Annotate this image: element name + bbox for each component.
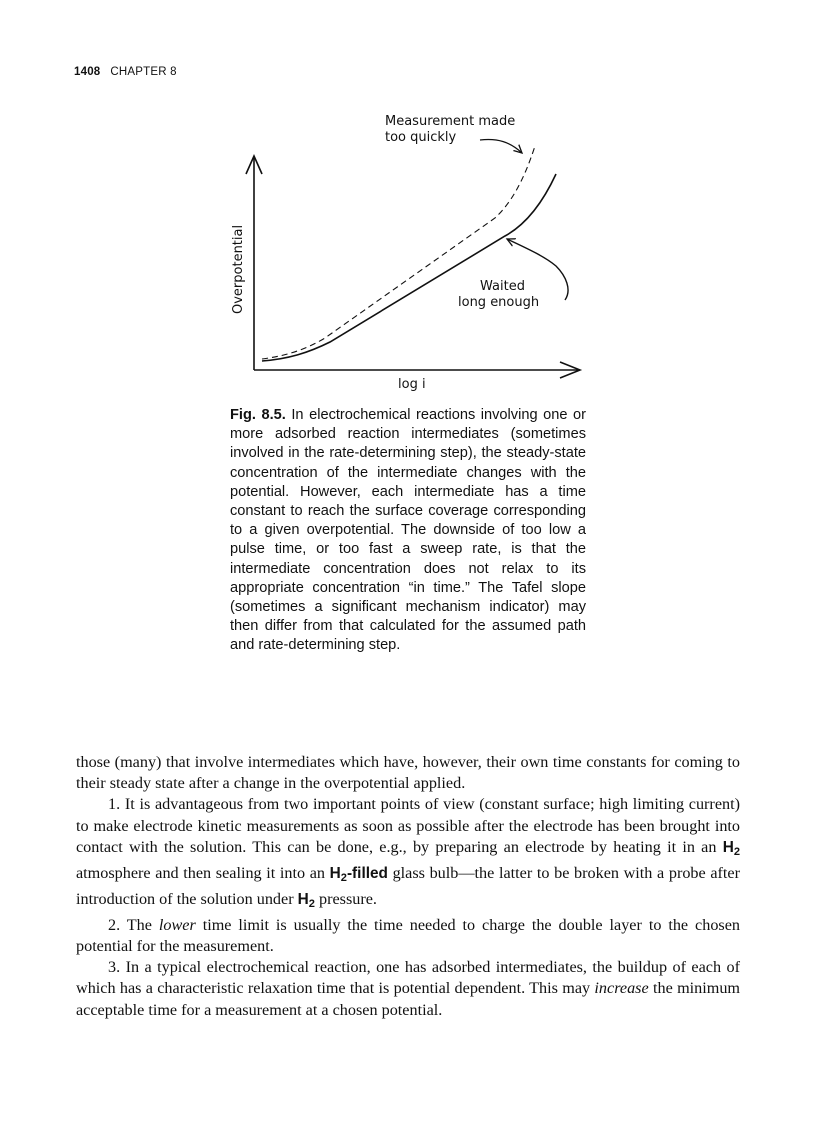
y-axis-label: Overpotential <box>231 224 246 314</box>
item1-text-e: pressure. <box>318 889 377 908</box>
item1-text-a: 1. It is advantageous from two important points of view (constant surface; high limiting current) to make electrode kinetic measurements as soon as possible after the electrode has been brought into contact with the solution. This can be done, e.g., by preparing an electrode by heating it in an <box>76 795 740 856</box>
annotation-waited-line2: long enough <box>458 295 540 310</box>
chem-h2-2: $H_2$-filled <box>329 864 388 884</box>
page-number: 1408 <box>74 66 101 78</box>
annotation-quick-line2: too quickly <box>385 130 457 145</box>
paragraph-intro: those (many) that involve intermediates which have, however, their own time constants for coming to their steady state after a change in the overpotential applied. <box>76 753 740 793</box>
tafel-plot-svg <box>210 100 610 400</box>
figure-tafel-plot <box>210 100 610 400</box>
paragraph-item-1 <box>76 794 740 914</box>
item1-text-b: atmosphere and then sealing it into an <box>76 863 326 882</box>
page-header <box>74 66 177 78</box>
emphasis-lower: lower <box>158 915 196 934</box>
annotation-quick-line1: Measurement made <box>385 114 516 129</box>
arrow-too-quick <box>480 140 522 153</box>
body-text <box>76 752 740 1021</box>
x-axis-label: log i <box>398 377 426 392</box>
chem-h2-3: $H_2$ <box>297 890 315 910</box>
emphasis-increase: increase <box>594 979 649 998</box>
paragraph-item-2: 2. The lower time limit is usually the time needed to charge the double layer to the chosen potential for the measurement. <box>76 915 741 955</box>
annotation-waited-line1: Waited <box>480 279 525 294</box>
item1-text-d: glass bulb—the latter to be broken with a probe after introduction of the solution under <box>76 863 740 908</box>
curve-waited <box>262 174 556 361</box>
caption-figure-number: Fig. 8.5. <box>230 407 286 423</box>
chapter-title: CHAPTER 8 <box>110 66 177 78</box>
paragraph-item-3: 3. In a typical electrochemical reaction, one has adsorbed intermediates, the buildup of each of which has a characteristic relaxation time that is potential dependent. This may increase the minimum acceptable time for a measurement at a chosen potential. <box>76 958 741 1019</box>
chem-h2-1: $H_2$ <box>722 838 741 858</box>
curve-too-quick <box>262 146 535 359</box>
caption-text: In electrochemical reactions involving one or more adsorbed reaction intermediates (sometimes involved in the rate-determining step), the steady-state concentration of the intermediate changes with the potential. However, each intermediate has a time constant to reach the surface coverage corresponding to a given overpotential. The downside of too low a pulse time, or too fast a sweep rate, is that the intermediate concentration does not relax to its appropriate concentration “in time.” The Tafel slope (sometimes a significant mechanism indicator) may then differ from that calculated for the assumed path and rate-determining step. <box>230 407 586 654</box>
figure-caption <box>230 406 586 656</box>
